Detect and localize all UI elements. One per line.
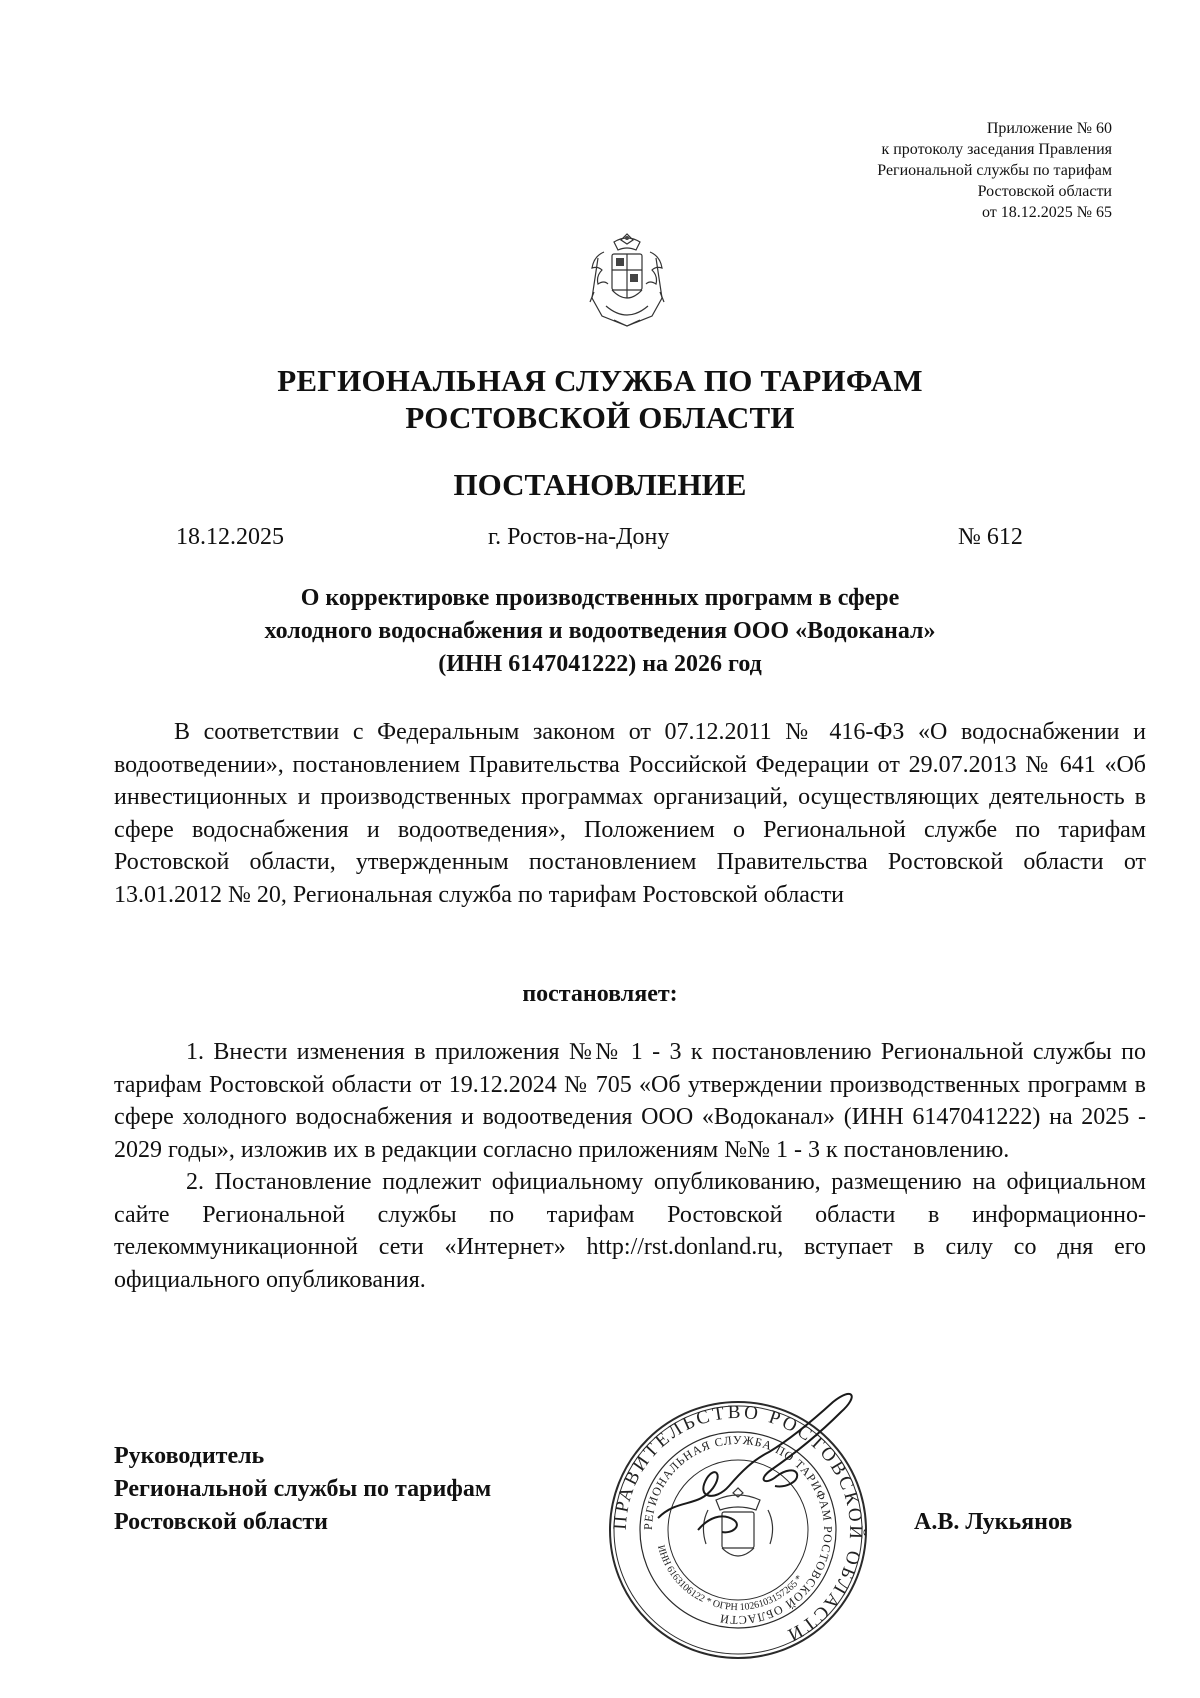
organization-title-line: РЕГИОНАЛЬНАЯ СЛУЖБА ПО ТАРИФАМ — [277, 363, 923, 398]
signatory-name: А.В. Лукьянов — [914, 1509, 1073, 1535]
signatory-position-line: Ростовской области — [114, 1509, 328, 1535]
appendix-line: Приложение № 60 — [986, 120, 1112, 137]
document-city: г. Ростов-на-Дону — [488, 524, 670, 550]
document-date: 18.12.2025 — [176, 524, 284, 550]
signatory-position-line: Региональной службы по тарифам — [114, 1476, 492, 1502]
organization-title-line: РОСТОВСКОЙ ОБЛАСТИ — [405, 400, 795, 435]
subject-line: (ИНН 6147041222) на 2026 год — [438, 651, 762, 677]
resolution-item: 2. Постановление подлежит официальному опубликованию, размещению на официальном сайте Региональной службы по тарифам Ростовской области в информационно-телекоммуникационной сети «Интернет» http://rst.donland.ru, вступает в силу со дня его официального опубликования. — [114, 1169, 1146, 1293]
stamp-ids-text: ИНН 6163106122 * ОГРН 1026103157265 * — [655, 1543, 806, 1614]
stamp-emblem-icon — [703, 1488, 772, 1556]
appendix-line: Ростовской области — [977, 183, 1112, 200]
subject-line: холодного водоснабжения и водоотведения ООО «Водоканал» — [264, 618, 936, 644]
organization-title — [0, 362, 1200, 436]
appendix-line: Региональной службы по тарифам — [877, 162, 1112, 179]
coat-of-arms-emblem-icon — [584, 228, 670, 334]
preamble-paragraph: В соответствии с Федеральным законом от 07.12.2011 № 416-ФЗ «О водоснабжении и водоотведении», постановлением Правительства Российской Федерации от 29.07.2013 № 641 «Об инвестиционных и производственных программах организаций, осуществляющих деятельность в сфере водоснабжения и водоотведения», Положением о Региональной службе по тарифам Ростовской области, утвержденным постановлением Правительства Ростовской области от 13.01.2012 № 20, Региональная служба по тарифам Ростовской области — [114, 719, 1146, 908]
appendix-line: к протоколу заседания Правления — [881, 141, 1112, 158]
document-subject — [0, 582, 1200, 681]
subject-line: О корректировке производственных программ в сфере — [300, 585, 900, 611]
document-meta-line — [0, 520, 1200, 554]
resolution-items — [114, 1036, 1146, 1296]
stamp-inner-text: РЕГИОНАЛЬНАЯ СЛУЖБА ПО ТАРИФАМ РОСТОВСКОЙ ОБЛАСТИ — [640, 1432, 836, 1628]
appendix-note — [692, 118, 1112, 223]
resolution-item: 1. Внести изменения в приложения №№ 1 - 3 к постановлению Региональной службы по тарифам Ростовской области от 19.12.2024 № 705 «Об утверждении производственных программ в сфере холодного водоснабжения и водоотведения ООО «Водоканал» (ИНН 6147041222) на 2025 - 2029 годы», изложив их в редакции согласно приложениям №№ 1 - 3 к постановлению. — [114, 1039, 1146, 1163]
signatory-position-line: Руководитель — [114, 1443, 265, 1469]
document-number: № 612 — [958, 524, 1023, 550]
resolves-heading: постановляет: — [522, 981, 678, 1007]
appendix-line: от 18.12.2025 № 65 — [981, 204, 1112, 221]
document-type-heading: ПОСТАНОВЛЕНИЕ — [453, 467, 747, 502]
svg-text:РЕГИОНАЛЬНАЯ СЛУЖБА ПО ТАРИФАМ — [641, 1433, 835, 1627]
official-stamp — [598, 1370, 878, 1670]
stamp-outer-text: ПРАВИТЕЛЬСТВО РОСТОВСКОЙ ОБЛАСТИ — [609, 1401, 867, 1647]
signatory-position — [114, 1440, 491, 1539]
